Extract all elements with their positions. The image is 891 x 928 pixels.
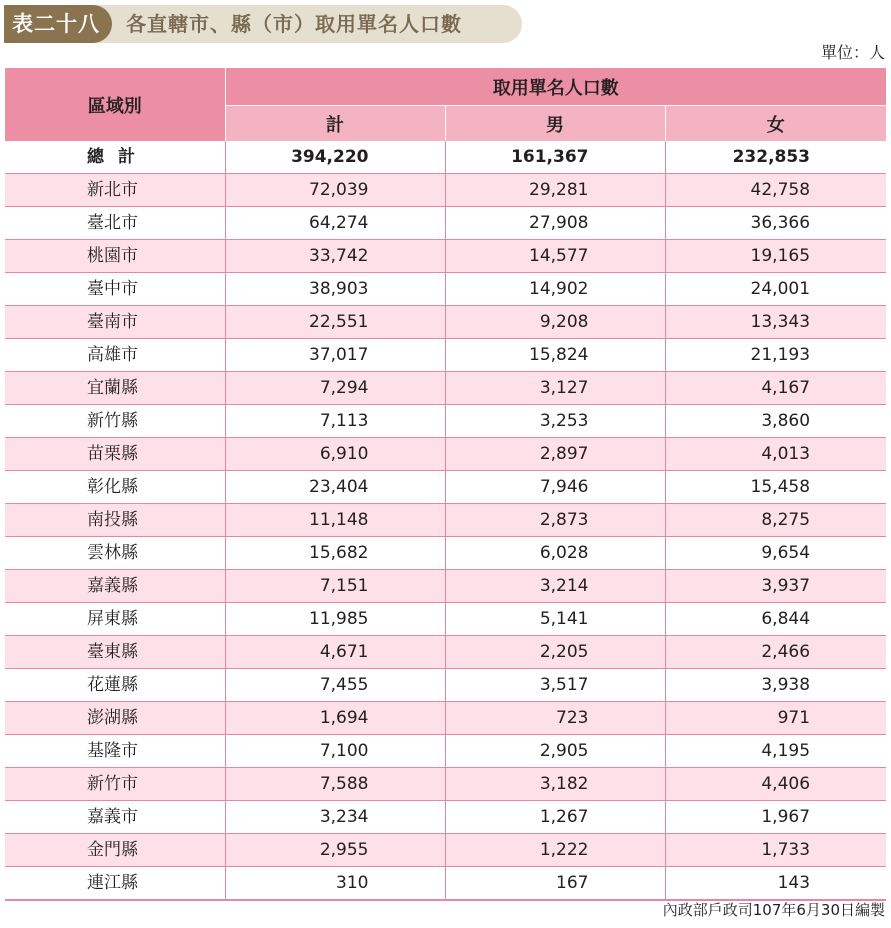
male-cell: 14,577 xyxy=(445,240,665,273)
region-cell: 花蓮縣 xyxy=(5,669,225,702)
female-cell: 24,001 xyxy=(665,273,886,306)
total-cell: 7,588 xyxy=(225,768,445,801)
region-cell: 臺中市 xyxy=(5,273,225,306)
male-cell: 5,141 xyxy=(445,603,665,636)
table-row xyxy=(5,306,886,339)
female-cell: 143 xyxy=(665,867,886,901)
group-header: 取用單名人口數 xyxy=(225,68,886,106)
total-female-cell: 232,853 xyxy=(665,141,886,174)
male-cell: 15,824 xyxy=(445,339,665,372)
male-cell: 723 xyxy=(445,702,665,735)
male-cell: 9,208 xyxy=(445,306,665,339)
female-cell: 3,938 xyxy=(665,669,886,702)
region-cell: 臺南市 xyxy=(5,306,225,339)
total-cell: 33,742 xyxy=(225,240,445,273)
total-cell: 2,955 xyxy=(225,834,445,867)
table-row xyxy=(5,603,886,636)
region-cell: 桃園市 xyxy=(5,240,225,273)
table-row xyxy=(5,207,886,240)
table-row xyxy=(5,768,886,801)
female-cell: 4,013 xyxy=(665,438,886,471)
region-cell: 屏東縣 xyxy=(5,603,225,636)
total-cell: 11,985 xyxy=(225,603,445,636)
region-cell: 宜蘭縣 xyxy=(5,372,225,405)
male-cell: 3,253 xyxy=(445,405,665,438)
table-row xyxy=(5,702,886,735)
table-row xyxy=(5,636,886,669)
table-row xyxy=(5,504,886,537)
region-cell: 連江縣 xyxy=(5,867,225,901)
table-row xyxy=(5,735,886,768)
male-cell: 1,267 xyxy=(445,801,665,834)
total-cell: 72,039 xyxy=(225,174,445,207)
population-table xyxy=(5,68,886,901)
male-cell: 3,214 xyxy=(445,570,665,603)
table-row xyxy=(5,867,886,901)
table-row xyxy=(5,669,886,702)
table-row xyxy=(5,471,886,504)
male-cell: 1,222 xyxy=(445,834,665,867)
column-header-male: 男 xyxy=(445,106,665,142)
female-cell: 3,937 xyxy=(665,570,886,603)
female-cell: 1,967 xyxy=(665,801,886,834)
male-cell: 2,873 xyxy=(445,504,665,537)
female-cell: 4,195 xyxy=(665,735,886,768)
male-cell: 167 xyxy=(445,867,665,901)
source-note: 內政部戶政司107年6月30日編製 xyxy=(662,901,885,919)
female-cell: 36,366 xyxy=(665,207,886,240)
table-row xyxy=(5,339,886,372)
total-cell: 7,294 xyxy=(225,372,445,405)
region-cell: 嘉義市 xyxy=(5,801,225,834)
table-row xyxy=(5,273,886,306)
male-cell: 14,902 xyxy=(445,273,665,306)
total-male-cell: 161,367 xyxy=(445,141,665,174)
female-cell: 19,165 xyxy=(665,240,886,273)
total-cell: 7,100 xyxy=(225,735,445,768)
male-cell: 27,908 xyxy=(445,207,665,240)
female-cell: 21,193 xyxy=(665,339,886,372)
table-row xyxy=(5,570,886,603)
region-cell: 金門縣 xyxy=(5,834,225,867)
total-cell: 7,113 xyxy=(225,405,445,438)
total-row xyxy=(5,141,886,174)
total-cell: 310 xyxy=(225,867,445,901)
unit-label: 單位：人 xyxy=(820,43,885,62)
region-header: 區域別 xyxy=(5,68,225,141)
female-cell: 15,458 xyxy=(665,471,886,504)
region-cell: 雲林縣 xyxy=(5,537,225,570)
female-cell: 8,275 xyxy=(665,504,886,537)
total-cell: 15,682 xyxy=(225,537,445,570)
female-cell: 4,406 xyxy=(665,768,886,801)
table-row xyxy=(5,438,886,471)
table-row xyxy=(5,372,886,405)
total-cell: 7,455 xyxy=(225,669,445,702)
region-cell: 彰化縣 xyxy=(5,471,225,504)
male-cell: 6,028 xyxy=(445,537,665,570)
male-cell: 3,517 xyxy=(445,669,665,702)
male-cell: 2,905 xyxy=(445,735,665,768)
female-cell: 2,466 xyxy=(665,636,886,669)
male-cell: 3,182 xyxy=(445,768,665,801)
female-cell: 9,654 xyxy=(665,537,886,570)
total-cell: 7,151 xyxy=(225,570,445,603)
female-cell: 971 xyxy=(665,702,886,735)
table-number-tag: 表二十八 xyxy=(4,5,112,43)
female-cell: 4,167 xyxy=(665,372,886,405)
female-cell: 6,844 xyxy=(665,603,886,636)
table-row xyxy=(5,405,886,438)
total-cell: 3,234 xyxy=(225,801,445,834)
region-cell: 嘉義縣 xyxy=(5,570,225,603)
total-cell: 6,910 xyxy=(225,438,445,471)
female-cell: 42,758 xyxy=(665,174,886,207)
region-cell: 澎湖縣 xyxy=(5,702,225,735)
female-cell: 1,733 xyxy=(665,834,886,867)
column-header-total: 計 xyxy=(225,106,445,142)
region-cell: 新竹市 xyxy=(5,768,225,801)
region-cell: 臺東縣 xyxy=(5,636,225,669)
table-row xyxy=(5,537,886,570)
page-title: 各直轄市、縣（市）取用單名人口數 xyxy=(126,12,462,36)
total-count-cell: 394,220 xyxy=(225,141,445,174)
region-cell: 高雄市 xyxy=(5,339,225,372)
male-cell: 29,281 xyxy=(445,174,665,207)
female-cell: 3,860 xyxy=(665,405,886,438)
total-cell: 22,551 xyxy=(225,306,445,339)
total-cell: 38,903 xyxy=(225,273,445,306)
total-cell: 11,148 xyxy=(225,504,445,537)
female-cell: 13,343 xyxy=(665,306,886,339)
column-header-female: 女 xyxy=(665,106,886,142)
region-cell: 基隆市 xyxy=(5,735,225,768)
table-row xyxy=(5,834,886,867)
region-cell: 新竹縣 xyxy=(5,405,225,438)
total-cell: 37,017 xyxy=(225,339,445,372)
total-cell: 4,671 xyxy=(225,636,445,669)
region-cell: 臺北市 xyxy=(5,207,225,240)
male-cell: 2,205 xyxy=(445,636,665,669)
total-cell: 64,274 xyxy=(225,207,445,240)
table-row xyxy=(5,801,886,834)
male-cell: 7,946 xyxy=(445,471,665,504)
region-cell: 南投縣 xyxy=(5,504,225,537)
male-cell: 2,897 xyxy=(445,438,665,471)
male-cell: 3,127 xyxy=(445,372,665,405)
region-cell: 新北市 xyxy=(5,174,225,207)
total-cell: 23,404 xyxy=(225,471,445,504)
total-cell: 1,694 xyxy=(225,702,445,735)
table-row xyxy=(5,240,886,273)
table-row xyxy=(5,174,886,207)
region-cell: 苗栗縣 xyxy=(5,438,225,471)
total-region-cell: 總計 xyxy=(5,141,225,174)
